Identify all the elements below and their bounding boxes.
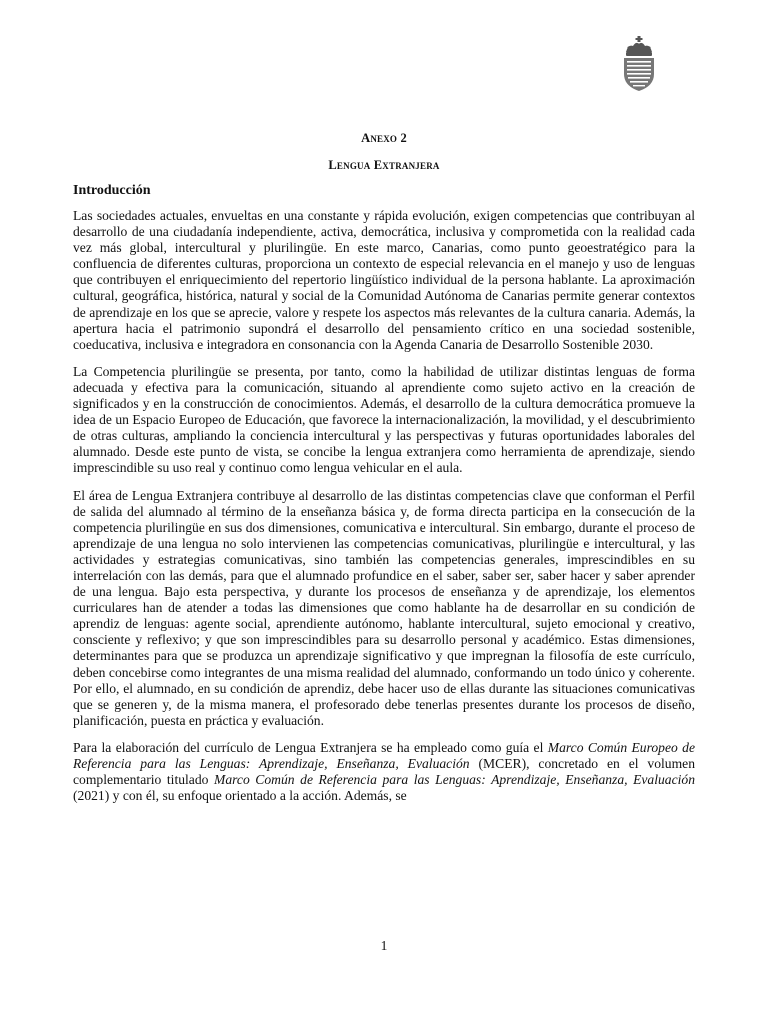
- paragraph-4: [73, 740, 695, 804]
- annex-title: Anexo 2: [361, 131, 407, 145]
- companion-volume-citation: Marco Común de Referencia para las Lenguas: Aprendizaje, Enseñanza, Evaluación: [214, 772, 695, 788]
- paragraph-4-text: (MCER), concretado en el volumen complementario titulado: [73, 756, 696, 788]
- mcer-title-citation: Marco Común Europeo de Referencia para las Lenguas: Aprendizaje, Enseñanza, Evaluación: [73, 739, 695, 771]
- page-number: 1: [380, 938, 388, 953]
- paragraph-4-text: (2021) y con él, su enfoque orientado a la acción. Además, se: [73, 788, 407, 804]
- paragraph-2: La Competencia plurilingüe se presenta, por tanto, como la habilidad de utilizar distintas lenguas de forma adecuada y efectiva para la comunicación, situando al aprendiente como sujeto activo en la creación de significados y en la construcción de conocimientos. Además, el desarrollo de la cultura democrática promueve la idea de un Espacio Europeo de Educación, que favorece la internacionalización, la movilidad, y el descubrimiento de otras culturas, ampliando la conciencia intercultural y las perspectivas y futuras oportunidades laborales del alumnado. Desde este punto de vista, se concibe la lengua extranjera como herramienta de aprendizaje, siendo imprescindible su uso real y continuo como lengua vehicular en el aula.: [73, 363, 695, 476]
- paragraph-4-text: Para la elaboración del currículo de Lengua Extranjera se ha empleado como guía el: [73, 739, 548, 755]
- section-heading: Introducción: [73, 183, 151, 198]
- paragraph-3: El área de Lengua Extranjera contribuye al desarrollo de las distintas competencias clave que conforman el Perfil de salida del alumnado al término de la enseñanza básica y, de forma directa participa en la consecución de la competencia plurilingüe en sus dos dimensiones, comunicativa e intercultural. Sin embargo, durante el proceso de aprendizaje de una lengua no solo intervienen las competencias comunicativas, plurilingüe e intercultural, y las actividades y estrategias comunicativas, sino también las competencias generales, imprescindibles en su interrelación con las demás, para que el alumnado profundice en el saber, saber ser, saber hacer y saber aprender de una lengua. Bajo esta perspectiva, y durante los procesos de enseñanza y de aprendizaje, los elementos curriculares han de atender a todas las dimensiones que como hablante ha de desarrollar en su condición de aprendiz de lenguas: agente social, aprendiente autónomo, hablante intercultural, sujeto emocional y creativo, consciente y reflexivo; y que son imprescindibles para su desarrollo personal y académico. Estas dimensiones, determinantes para que se produzca un aprendizaje significativo y que impregnan la filosofía de este currículo, deben concebirse como integrantes de una misma realidad del alumnado, conformando un todo único y coherente. Por ello, el alumnado, en su condición de aprendiz, debe hacer uso de ellas durante las situaciones comunicativas que se generen y, de la misma manera, el profesorado debe tenerlas presentes durante los procesos de diseño, planificación, puesta en práctica y evaluación.: [73, 487, 695, 728]
- paragraph-1: Las sociedades actuales, envueltas en una constante y rápida evolución, exigen competencias que contribuyan al desarrollo de una ciudadanía independiente, activa, democrática, inclusiva y comprometida con la realidad cada vez más global, intercultural y plurilingüe. En este marco, Canarias, como punto geoestratégico para la confluencia de diferentes culturas, proporciona un contexto de especial relevancia en el manejo y uso de lenguas que contribuyen el enriquecimiento del repertorio lingüístico individual de la persona hablante. La aproximación cultural, geográfica, histórica, natural y social de la Comunidad Autónoma de Canarias permite generar contextos de aprendizaje en los que se aprecie, valore y respete los aspectos más relevantes de la cultura canaria. Además, la apertura hacia el patrimonio supondrá el desarrollo del pensamiento crítico en una sociedad sostenible, coeducativa, inclusiva e integradora en consonancia con la Agenda Canaria de Desarrollo Sostenible 2030.: [73, 208, 695, 352]
- document-body: [73, 208, 695, 815]
- subject-title: Lengua Extranjera: [328, 158, 440, 172]
- coat-of-arms-icon: [620, 36, 658, 92]
